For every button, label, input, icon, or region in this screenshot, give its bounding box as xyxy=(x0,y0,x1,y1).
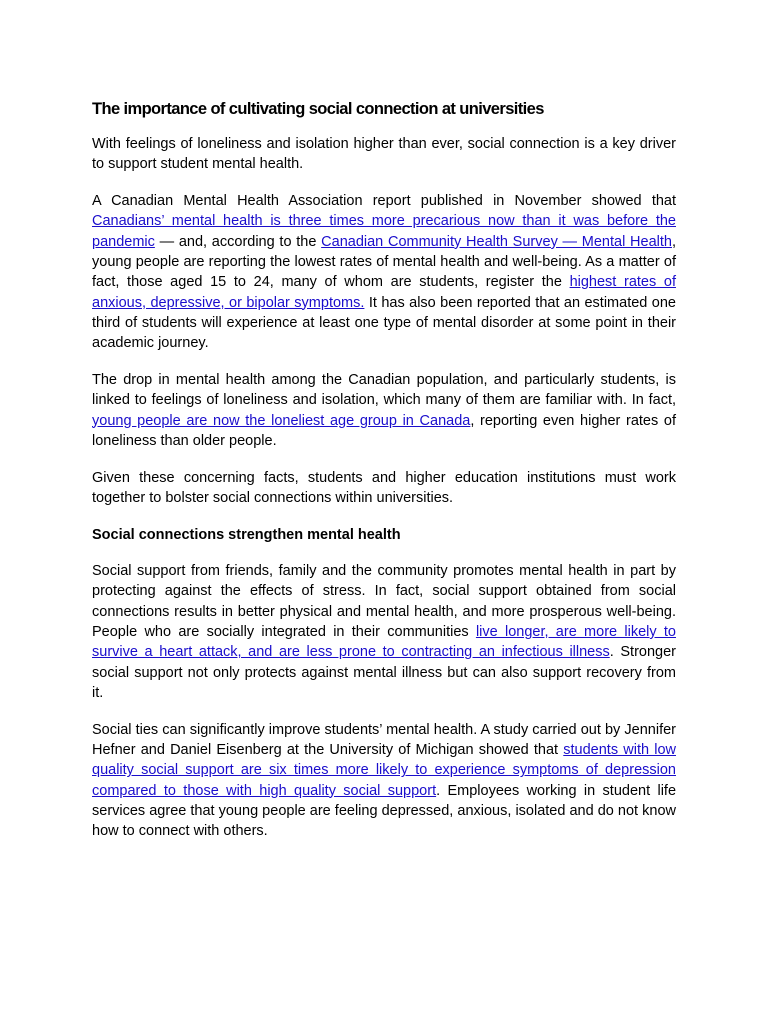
text-segment: , young people are reporting the lowest rates of mental health and well-being. As a matter of fact, those aged 15 to 24, many of whom are students, register the xyxy=(92,233,676,291)
text-segment: . Employees working in student life services agree that young people are feeling depressed, anxious, isolated and do not know how to connect with others. xyxy=(92,782,677,840)
text-segment: , reporting even higher rates of loneliness than older people. xyxy=(92,412,676,449)
link-community-health-survey[interactable]: Canadian Community Health Survey — Mental Health xyxy=(321,233,672,250)
section-subheading: Social connections strengthen mental health xyxy=(92,526,401,543)
link-live-longer[interactable]: live longer, are more likely to survive a heart attack, and are less prone to contracting an infectious illness xyxy=(92,623,676,661)
document-page xyxy=(92,98,676,858)
paragraph-mental-health-drop xyxy=(92,370,676,451)
text-segment: — and, according to the xyxy=(154,233,322,250)
paragraph-social-support xyxy=(92,561,676,703)
text-segment: Social support from friends, family and the community promotes mental health in part by protecting against the effects of stress. In fact, social support obtained from social connections results in better physical and mental health, and more prosperous well-being. People who are socially integrated in their communities xyxy=(92,563,676,640)
text-segment: The drop in mental health among the Canadian population, and particularly students, is linked to feelings of loneliness and isolation, which many of them are familiar with. In fact, xyxy=(92,371,676,409)
link-low-quality-support-study[interactable]: students with low quality social support are six times more likely to experience symptoms of depression compared to those with high quality social support xyxy=(92,741,676,799)
link-mental-health-precarious[interactable]: Canadians’ mental health is three times more precarious now than it was before the pandemic xyxy=(92,213,676,250)
text-segment: Social ties can significantly improve students’ mental health. A study carried out by Jennifer Hefner and Daniel Eisenberg at the University of Michigan showed that xyxy=(92,721,676,758)
text-segment: A Canadian Mental Health Association report published in November showed that xyxy=(92,193,676,210)
paragraph-concerning-facts: Given these concerning facts, students and higher education institutions must work together to bolster social connections within universities. xyxy=(92,469,676,506)
intro-paragraph: With feelings of loneliness and isolation higher than ever, social connection is a key driver to support student mental health. xyxy=(92,136,676,173)
text-segment: It has also been reported that an estimated one third of students will experience at least one type of mental disorder at some point in their academic journey. xyxy=(92,294,676,352)
paragraph-cmha-report xyxy=(92,191,676,353)
link-loneliest-age-group[interactable]: young people are now the loneliest age group in Canada xyxy=(92,412,471,429)
document-title: The importance of cultivating social connection at universities xyxy=(92,100,544,118)
text-segment: . Stronger social support not only protects against mental illness but can also support recovery from it. xyxy=(92,644,676,701)
link-highest-rates-symptoms[interactable]: highest rates of anxious, depressive, or bipolar symptoms. xyxy=(92,274,676,311)
paragraph-social-ties xyxy=(92,720,676,842)
